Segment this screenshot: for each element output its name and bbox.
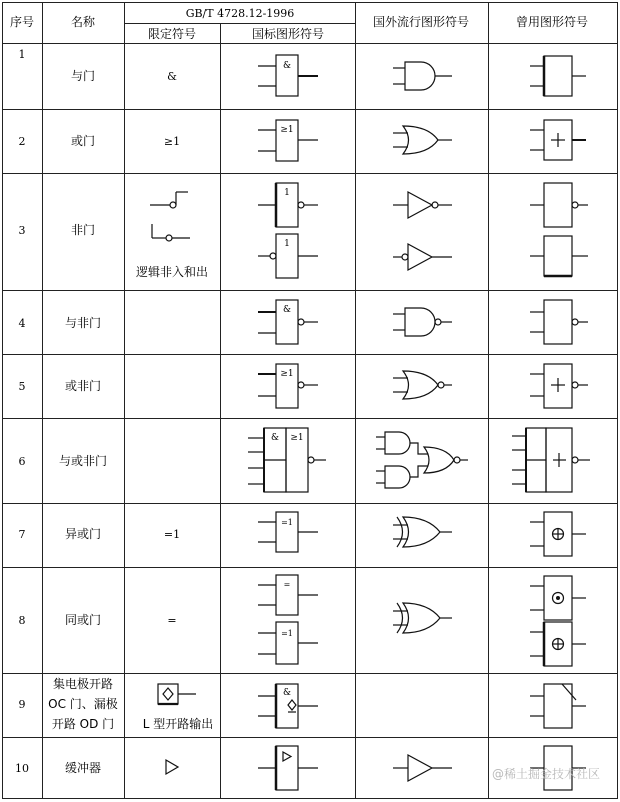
row-10-national-symbol xyxy=(258,746,318,790)
row-4-national-label: & xyxy=(282,305,292,315)
row-7 xyxy=(19,512,587,556)
row-7-index: 7 xyxy=(18,528,26,541)
row-2-name: 或门 xyxy=(70,134,96,148)
row-6-national-symbol xyxy=(248,428,326,492)
row-1-name: 与门 xyxy=(70,69,96,83)
row-6-common-symbol xyxy=(512,428,590,492)
row-6-name: 与或非门 xyxy=(58,454,108,468)
row-8 xyxy=(19,575,587,666)
row-3-qualifier-caption: 逻辑非入和出 xyxy=(135,265,209,279)
row-5-foreign-symbol xyxy=(393,371,452,399)
row-7-common-symbol xyxy=(530,512,586,556)
row-9-name-line-1: 集电极开路 xyxy=(52,677,114,691)
row-8-name: 同或门 xyxy=(64,613,102,627)
row-9-index: 9 xyxy=(18,698,26,711)
row-9-name-line-3: 开路 OD 门 xyxy=(51,717,115,731)
row-7-national-label: =1 xyxy=(281,518,293,527)
row-8-national-label-top: = xyxy=(283,580,291,589)
row-3-qualifier-symbols xyxy=(150,192,190,241)
row-7-foreign-symbol xyxy=(393,517,452,547)
row-1-index: 1 xyxy=(18,48,26,61)
row-3-common-symbol xyxy=(530,183,588,276)
header-standard: GB/T 4728.12-1996 xyxy=(185,7,295,20)
row-2-common-symbol xyxy=(530,120,586,160)
row-2-qualifier: ≥1 xyxy=(163,135,181,148)
row-9-qualifier-symbol xyxy=(158,684,196,704)
row-6 xyxy=(19,428,591,492)
row-3 xyxy=(19,183,589,279)
header-index: 序号 xyxy=(9,15,35,29)
row-3-national-label-top: 1 xyxy=(284,188,290,198)
row-9-common-symbol xyxy=(530,684,586,728)
row-5-common-symbol xyxy=(530,364,588,408)
row-1 xyxy=(19,48,587,96)
row-9-qualifier-caption: L 型开路输出 xyxy=(142,717,214,731)
row-8-common-symbol xyxy=(530,576,586,666)
row-10-qualifier-symbol xyxy=(166,760,178,774)
row-1-foreign-symbol xyxy=(393,62,452,90)
row-7-qualifier: =1 xyxy=(163,528,181,541)
row-1-qualifier: & xyxy=(167,70,177,83)
header-name: 名称 xyxy=(70,15,96,29)
row-5 xyxy=(19,364,589,408)
row-4-common-symbol xyxy=(530,300,588,344)
row-4-name: 与非门 xyxy=(64,316,102,330)
row-8-national-label-bottom: =1 xyxy=(281,629,293,638)
row-6-national-label-or: ≥1 xyxy=(290,433,304,443)
header-qualifier: 限定符号 xyxy=(147,27,197,41)
row-2 xyxy=(19,120,587,161)
row-3-foreign-symbol xyxy=(393,192,452,270)
row-9-national-label: & xyxy=(282,688,292,698)
row-2-foreign-symbol xyxy=(393,126,452,154)
row-2-national-label: ≥1 xyxy=(280,125,294,135)
row-7-name: 异或门 xyxy=(64,527,102,541)
row-9-name-line-2: OC 门、漏极 xyxy=(48,697,118,711)
row-10-foreign-symbol xyxy=(393,755,452,781)
row-3-index: 3 xyxy=(18,224,26,237)
header-national: 国标图形符号 xyxy=(251,27,325,41)
row-10-name: 缓冲器 xyxy=(64,761,102,775)
row-6-foreign-symbol xyxy=(376,432,468,488)
row-2-index: 2 xyxy=(18,135,26,148)
row-8-qualifier: = xyxy=(167,614,177,627)
row-1-common-symbol xyxy=(530,56,586,96)
header-foreign: 国外流行图形符号 xyxy=(372,15,470,29)
row-4-index: 4 xyxy=(18,317,26,330)
row-10-index: 10 xyxy=(15,762,29,775)
row-10 xyxy=(15,746,600,790)
header-common: 曾用图形符号 xyxy=(515,15,589,29)
row-1-national-label: & xyxy=(282,61,292,71)
row-3-national-label-bottom: 1 xyxy=(284,239,290,249)
row-5-national-label: ≥1 xyxy=(280,369,294,379)
row-4-foreign-symbol xyxy=(393,308,452,336)
row-5-name: 或非门 xyxy=(64,379,102,393)
row-6-national-label-and: & xyxy=(270,433,280,443)
row-3-name: 非门 xyxy=(70,223,96,237)
row-6-index: 6 xyxy=(18,455,26,468)
watermark: @稀土掘金技术社区 xyxy=(491,767,600,781)
row-9 xyxy=(19,676,587,731)
row-5-index: 5 xyxy=(18,380,26,393)
row-4 xyxy=(19,300,589,344)
row-8-foreign-symbol xyxy=(393,603,452,633)
row-8-index: 8 xyxy=(18,614,26,627)
